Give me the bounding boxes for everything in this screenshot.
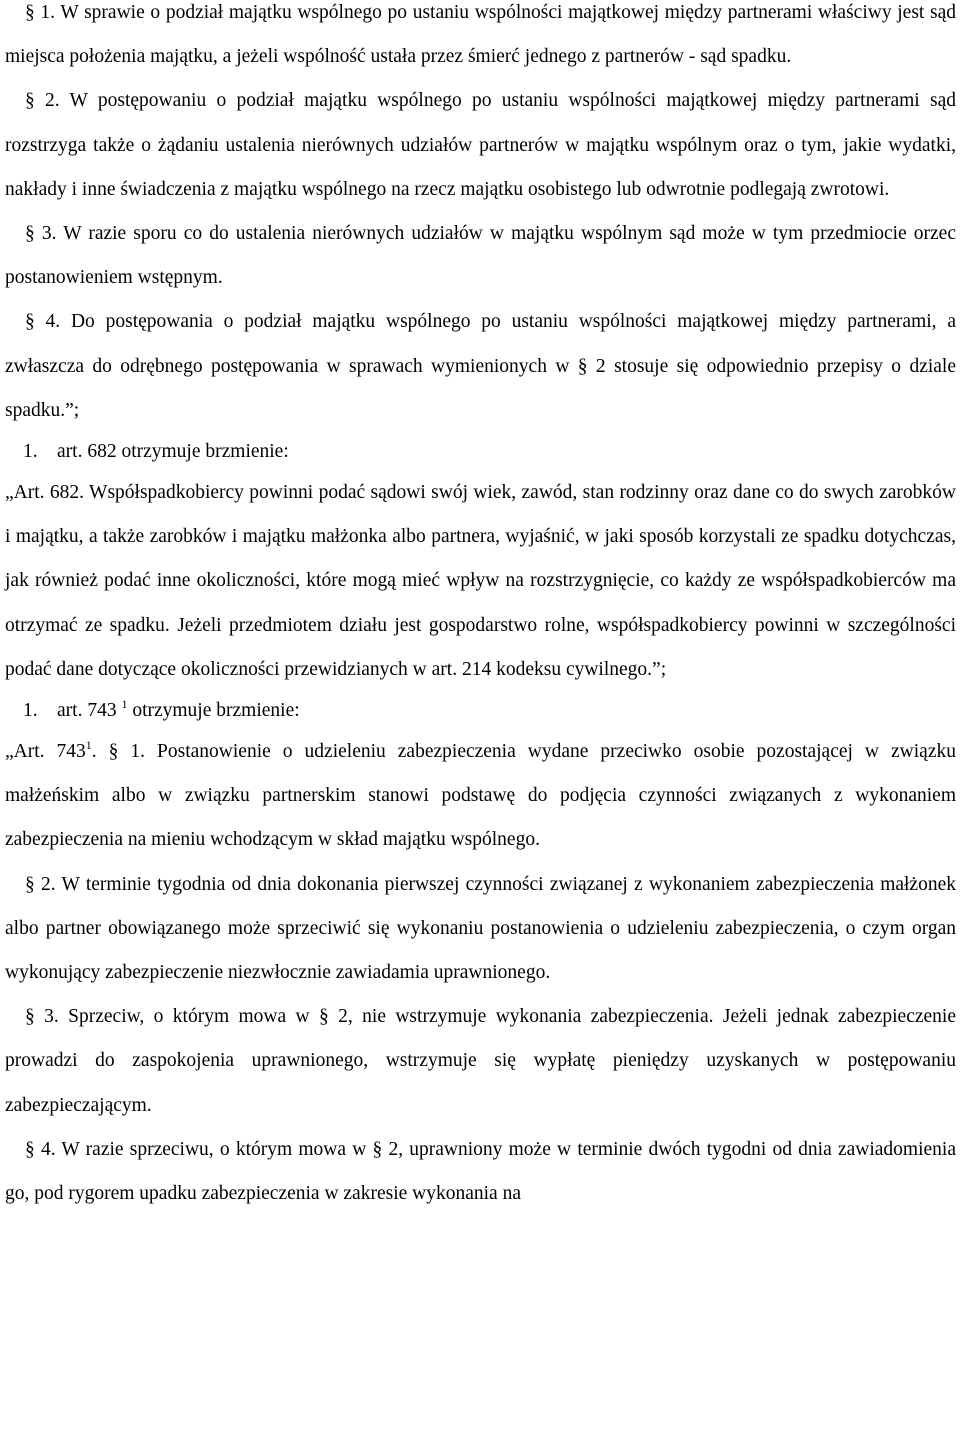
list-item-art-682 [5, 433, 956, 471]
paragraph-5 [5, 863, 956, 996]
paragraph-2 [5, 79, 956, 212]
superscript: 1 [121, 697, 128, 712]
list-text: art. 682 otrzymuje brzmienie: [57, 441, 289, 463]
paragraph-text: § 3. Sprzeciw, o którym mowa w § 2, nie wstrzymuje wykonania zabezpieczenia. Jeżeli jednak zabezpieczenie prowadzi do zaspokojenia uprawnionego, wstrzymuje się wypłatę pieniędzy uzyskanych w postępowaniu zabezpieczającym. [5, 1006, 956, 1116]
list-item-art-743 [5, 692, 956, 730]
article-743 [5, 730, 956, 863]
list-text-rest: otrzymuje brzmienie: [127, 700, 300, 722]
paragraph-7 [5, 1128, 956, 1216]
paragraph-text: § 3. W razie sporu co do ustalenia nierównych udziałów w majątku wspólnym sąd może w tym przedmiocie orzec postanowieniem wstępnym. [5, 223, 956, 289]
article-text: „Art. 682. Współspadkobiercy powinni podać sądowi swój wiek, zawód, stan rodzinny oraz dane co do swych zarobków i majątku, a także zarobków i majątku małżonka albo partnera, wyjaśnić, w jaki sposób korzystali ze spadku dotychczas, jak również podać inne okoliczności, które mogą mieć wpływ na rozstrzygnięcie, co każdy ze współspadkobierców ma otrzymać ze spadku. Jeżeli przedmiotem działu jest gospodarstwo rolne, współspadkobiercy powinni w szczególności podać dane dotyczące okoliczności przewidzianych w art. 214 kodeksu cywilnego.”; [5, 482, 956, 680]
list-text: art. 743 [57, 700, 117, 722]
paragraph-text: § 2. W postępowaniu o podział majątku wspólnego po ustaniu wspólności majątkowej między partnerami sąd rozstrzyga także o żądaniu ustalenia nierównych udziałów partnerów w majątku wspólnym oraz o tym, jakie wydatki, nakłady i inne świadczenia z majątku wspólnego na rzecz majątku osobistego lub odwrotnie podlegają zwrotowi. [5, 90, 956, 200]
paragraph-1 [5, 0, 956, 79]
article-lead: „Art. 743 [5, 741, 86, 763]
article-text: . § 1. Postanowienie o udzieleniu zabezpieczenia wydane przeciwko osobie pozostającej w związku małżeńskim albo w związku partnerskim stanowi podstawę do podjęcia czynności związanych z wykonaniem zabezpieczenia na mieniu wchodzącym w skład majątku wspólnego. [5, 741, 956, 851]
paragraph-text: § 1. W sprawie o podział majątku wspólnego po ustaniu wspólności majątkowej między partnerami właściwy jest sąd miejsca położenia majątku, a jeżeli wspólność ustała przez śmierć jednego z partnerów - sąd spadku. [5, 2, 956, 68]
paragraph-text: § 4. W razie sprzeciwu, o którym mowa w § 2, uprawniony może w terminie dwóch tygodni od dnia zawiadomienia go, pod rygorem upadku zabezpieczenia w zakresie wykonania na [5, 1138, 956, 1205]
paragraph-3 [5, 212, 956, 300]
paragraph-text: § 4. Do postępowania o podział majątku wspólnego po ustaniu wspólności majątkowej między partnerami, a zwłaszcza do odrębnego postępowania w sprawach wymienionych w § 2 stosuje się odpowiednio przepisy o dziale spadku.”; [5, 311, 956, 421]
article-682 [5, 471, 956, 692]
list-number: 1. [23, 441, 38, 463]
paragraph-text: § 2. W terminie tygodnia od dnia dokonania pierwszej czynności związanej z wykonaniem zabezpieczenia małżonek albo partner obowiązanego może sprzeciwić się wykonaniu postanowienia o udzieleniu zabezpieczenia, o czym organ wykonujący zabezpieczenie niezwłocznie zawiadamia uprawnionego. [5, 873, 956, 984]
list-number: 1. [23, 700, 38, 722]
paragraph-4 [5, 300, 956, 433]
superscript: 1 [85, 738, 92, 753]
paragraph-6 [5, 995, 956, 1128]
